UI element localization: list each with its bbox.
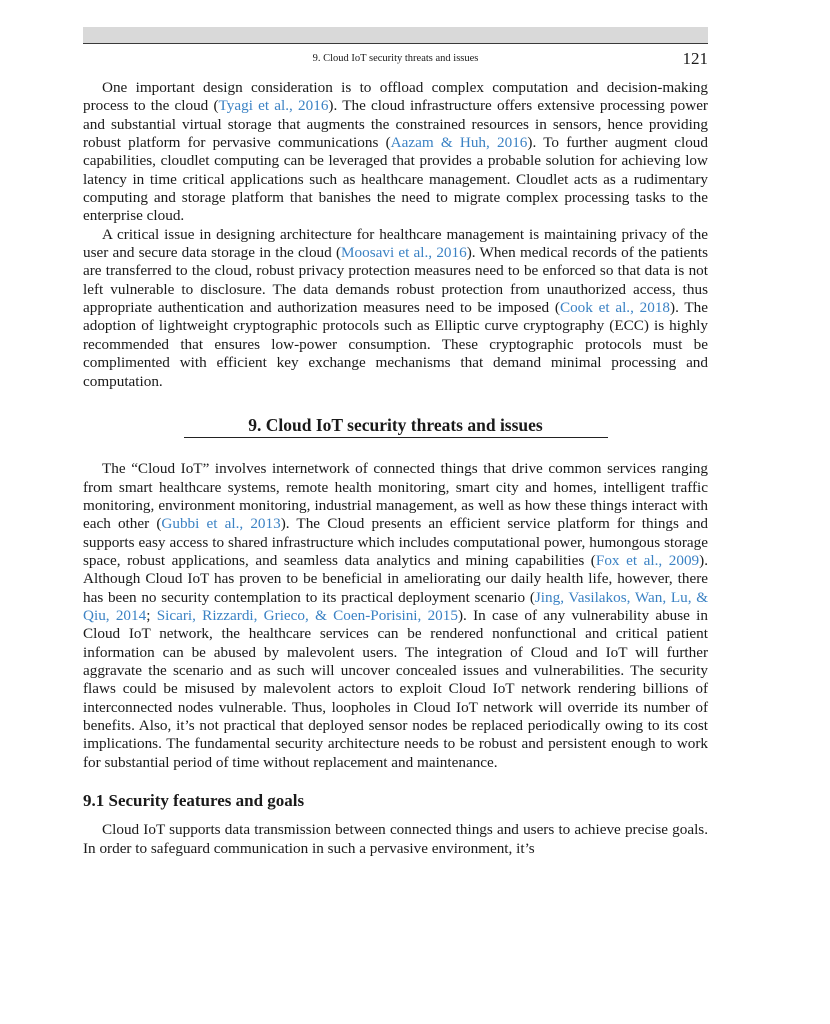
paragraph-text: ). The cloud infrastructure offers extensive processing power and substantial virtual storage that augments the constrained resources in sensors, hence providing robust platform for pervasive communications (	[83, 97, 708, 152]
citation-link[interactable]: Fox et al., 2009	[595, 551, 700, 569]
paragraph	[83, 226, 708, 391]
paragraph-text: ). When medical records of the patients are transferred to the cloud, robust privacy protection measures need to be enforced so that data is not left vulnerable to disclosure. The data demands robust protection from unauthorized access, thus appropriate authentication and authorization measures need to be imposed (	[83, 244, 709, 317]
page-number: 121	[682, 49, 708, 68]
paragraph-text: ). To further augment cloud capabilities, cloudlet computing can be leveraged that provides a probable solution for achieving low latency in time critical applications such as healthcare management. Cloudlet acts as a rudimentary computing and storage platform that banishes the need to migrate complex processing tasks to the enterprise cloud.	[83, 134, 708, 225]
paragraph-text: A critical issue in designing architecture for healthcare management is maintaining privacy of the user and secure data storage in the cloud (	[83, 225, 708, 262]
citation-link[interactable]: Cook et al., 2018	[559, 299, 671, 317]
page-body	[83, 79, 708, 858]
paragraph-text: ). Although Cloud IoT has proven to be beneficial in ameliorating our daily health life, however, there has been no security contemplation to its practical deployment scenario (	[83, 551, 709, 606]
paragraph-text: ). The adoption of lightweight cryptographic protocols such as Elliptic curve cryptography (ECC) is highly recommended that ensures low-power consumption. These cryptographic protocols must be complimented with efficient key exchange mechanisms that demand minimal processing and computation.	[83, 299, 708, 390]
paragraph-text: ). In case of any vulnerability abuse in Cloud IoT network, the healthcare services can be rendered nonfunctional and critical patient information can be abused by malevolent users. The integration of Cloud and IoT will further aggravate the scenario and as such will uncover concealed issues and vulnerabilities. The security flaws could be misused by malevolent actors to exploit Cloud IoT network rendering billions of interconnected nodes vulnerable. Thus, loopholes in Cloud IoT network will override its number of benefits. Also, it’s not practical that deployed sensor nodes be replaced periodically owing to its cost implications. The fundamental security architecture needs to be robust and persistent enough to work for substantial period of time without replacement and maintenance.	[83, 606, 708, 771]
running-title: 9. Cloud IoT security threats and issues	[312, 53, 479, 64]
paragraph-text: ). The Cloud presents an efficient service platform for things and supports easy access to shared infrastructure which includes computational power, humongous storage space, robust applications, and seamless data analytics and mining capabilities (	[83, 515, 709, 569]
running-head	[83, 49, 708, 71]
paragraph-text: Cloud IoT supports data transmission between connected things and users to achieve precise goals. In order to safeguard communication in such a pervasive environment, it’s	[83, 821, 708, 857]
citation-link[interactable]: Tyagi et al., 2016	[218, 97, 329, 115]
header-bar	[83, 27, 708, 43]
citation-link[interactable]: Sicari, Rizzardi, Grieco, & Coen-Porisini, 2015	[156, 606, 458, 624]
paragraph-text: One important design consideration is to offload complex computation and decision-making process to the cloud (	[83, 79, 708, 115]
citation-link[interactable]: Moosavi et al., 2016	[341, 244, 467, 262]
citation-link[interactable]: Gubbi et al., 2013	[161, 515, 281, 533]
section-heading	[83, 416, 708, 437]
citation-link[interactable]: Jing, Vasilakos, Wan, Lu, & Qiu, 2014	[83, 588, 709, 624]
paragraph-text: ;	[146, 606, 157, 624]
paragraph	[83, 821, 708, 858]
header-rule	[83, 43, 708, 44]
citation-link[interactable]: Aazam & Huh, 2016	[390, 134, 528, 152]
paragraph	[83, 460, 708, 772]
section-title: 9. Cloud IoT security threats and issues	[248, 414, 543, 435]
subsection-title: 9.1 Security features and goals	[83, 791, 305, 811]
section-rule	[184, 437, 608, 438]
paragraph	[83, 79, 708, 226]
paragraph-text: The “Cloud IoT” involves internetwork of connected things that drive common services ranging from smart healthcare systems, remote health monitoring, smart city and homes, intelligent traffic monitoring, environment monitoring, industrial management, as well as how these things interact with each other (	[83, 460, 708, 533]
